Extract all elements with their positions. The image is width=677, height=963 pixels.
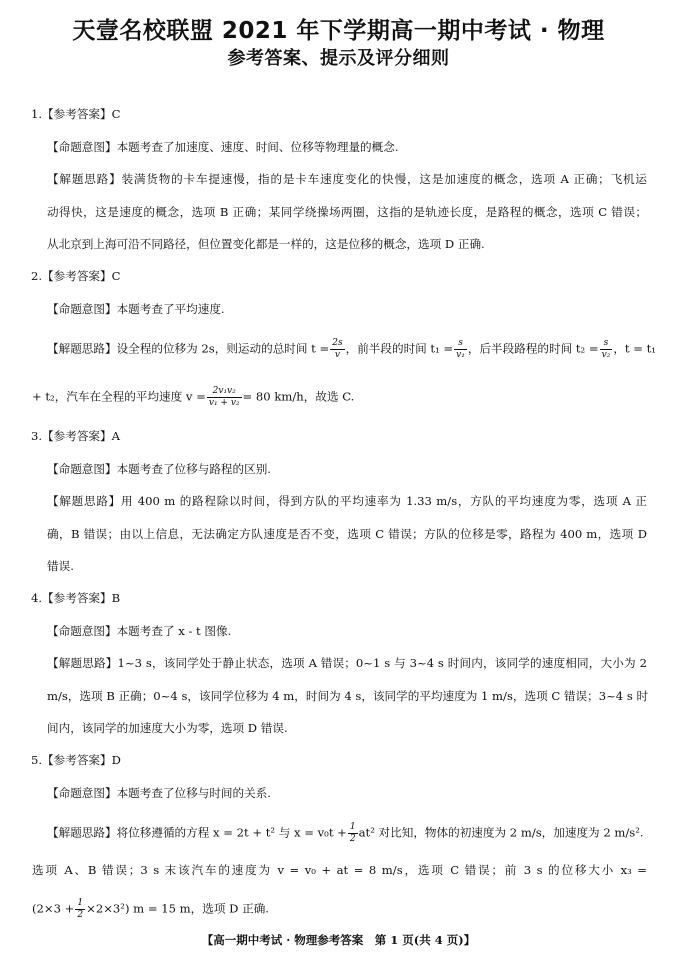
fraction-second-half: $\frac{s}{\text{v₂}}$ xyxy=(601,338,611,360)
solution-2-text-e: + t₂，汽车在全程的平均速度 v = xyxy=(32,389,206,404)
fraction-one-half-2: $\frac{1}{2}$ xyxy=(77,898,84,920)
solution-1-line-2: 动得快，这是速度的概念，选项 B 正确；某同学绕操场两圈，这指的是轨迹长度，是路程的概念，选项 C 错误； xyxy=(47,205,647,219)
solution-5-line-1 xyxy=(47,822,644,845)
intent-4: 【命题意图】本题考查了 x - t 图像. xyxy=(47,624,232,638)
page-subtitle: 参考答案、提示及评分细则 xyxy=(227,48,450,69)
solution-2-line-1 xyxy=(47,338,656,361)
answer-5: 5.【参考答案】D xyxy=(31,753,121,767)
solution-5-text-d: ×2×3²) m = 15 m，选项 D 正确. xyxy=(86,901,269,916)
solution-2-text-b: ，前半段的时间 t₁ = xyxy=(345,341,454,356)
fraction-one-half: $\frac{1}{2}$ xyxy=(349,822,356,844)
intent-2: 【命题意图】本题考查了平均速度. xyxy=(47,302,225,316)
intent-3: 【命题意图】本题考查了位移与路程的区别. xyxy=(47,462,271,476)
solution-4-line-1: 【解题思路】1~3 s，该同学处于静止状态，选项 A 错误；0~1 s 与 3~4 s 时间内，该同学的速度相同，大小为 2 xyxy=(47,656,647,670)
fraction-average-speed: $\frac{\text{2v₁v₂}}{\text{v₁ + v₂}}$ xyxy=(208,386,240,408)
solution-5-line-3 xyxy=(32,898,269,921)
fraction-total-time: $\frac{2s}{v}$ xyxy=(332,338,343,360)
answer-1: 1.【参考答案】C xyxy=(31,107,121,121)
solution-1-line-3: 从北京到上海可沿不同路径，但位置变化都是一样的，这是位移的概念，选项 D 正确. xyxy=(47,237,485,251)
solution-3-line-3: 错误. xyxy=(47,559,74,573)
solution-2-text-f: = 80 km/h，故选 C. xyxy=(242,389,355,404)
solution-5-text-b: at² 对比知，物体的初速度为 2 m/s，加速度为 2 m/s². xyxy=(358,825,644,840)
solution-5-text-a: 【解题思路】将位移遵循的方程 x = 2t + t² 与 x = v₀t + xyxy=(47,825,347,840)
solution-2-text-d: ，t = t₁ xyxy=(613,341,656,356)
intent-5: 【命题意图】本题考查了位移与时间的关系. xyxy=(47,786,271,800)
fraction-first-half: $\frac{s}{\text{v₁}}$ xyxy=(456,338,465,360)
intent-1: 【命题意图】本题考查了加速度、速度、时间、位移等物理量的概念. xyxy=(47,140,399,154)
answer-4: 4.【参考答案】B xyxy=(31,591,121,605)
solution-2-line-2 xyxy=(32,386,354,409)
solution-3-line-2: 确，B 错误；由以上信息，无法确定方队速度是否不变，选项 C 错误；方队的位移是零，路程为 400 m，选项 D xyxy=(47,527,647,541)
page-title: 天壹名校联盟 2021 年下学期高一期中考试 · 物理 xyxy=(72,18,605,44)
solution-1-line-1: 【解题思路】装满货物的卡车提速慢，指的是卡车速度变化的快慢，这是加速度的概念，选项 A 正确；飞机运 xyxy=(47,172,647,186)
solution-3-line-1: 【解题思路】用 400 m 的路程除以时间，得到方队的平均速率为 1.33 m/s，方队的平均速度为零，选项 A 正 xyxy=(47,494,647,508)
solution-2-text-c: ，后半段路程的时间 t₂ = xyxy=(467,341,599,356)
solution-4-line-3: 间内，该同学的加速度大小为零，选项 D 错误. xyxy=(47,721,288,735)
answer-2: 2.【参考答案】C xyxy=(31,269,121,283)
answer-3: 3.【参考答案】A xyxy=(31,429,120,443)
page-footer: 【高一期中考试 · 物理参考答案 第 1 页(共 4 页)】 xyxy=(201,933,476,947)
solution-4-line-2: m/s，选项 B 正确；0~4 s，该同学位移为 4 m，时间为 4 s，该同学的平均速度为 1 m/s，选项 C 错误；3~4 s 时 xyxy=(47,689,649,703)
solution-5-line-2: 选项 A、B 错误；3 s 末该汽车的速度为 v = v₀ + at = 8 m/s，选项 C 错误；前 3 s 的位移大小 x₃ = xyxy=(32,863,647,877)
solution-2-text-a: 【解题思路】设全程的位移为 2s，则运动的总时间 t = xyxy=(47,341,330,356)
solution-5-text-c: (2×3 + xyxy=(32,901,75,916)
